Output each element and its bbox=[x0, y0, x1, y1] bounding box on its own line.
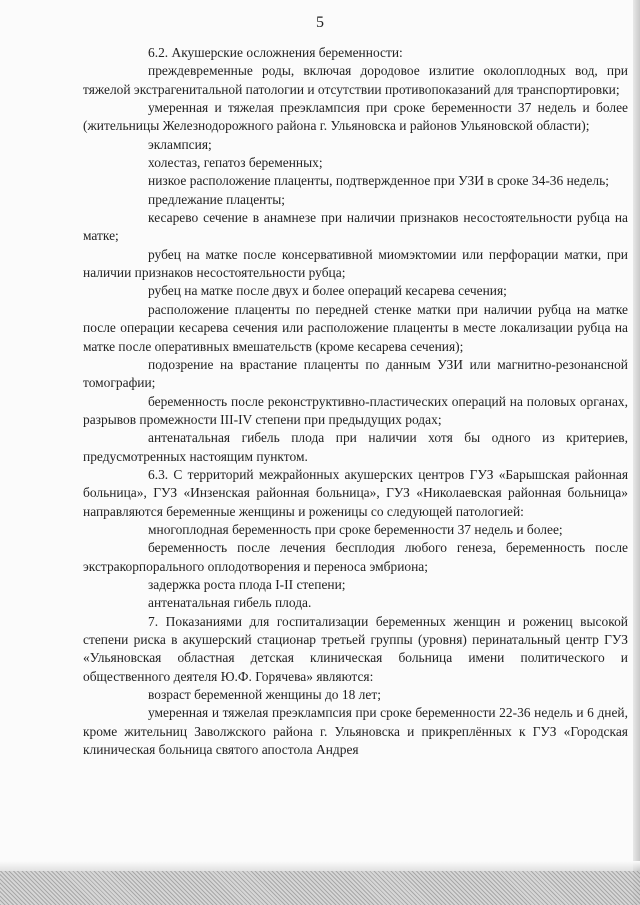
paragraph: беременность после лечения бесплодия любого генеза, беременность после экстракорпорального оплодотворения и переноса эмбриона; bbox=[83, 540, 628, 574]
paragraph: беременность после реконструктивно-пластических операций на половых органах, разрывов промежности III-IV степени при предыдущих родах; bbox=[83, 393, 628, 427]
paragraph: 6.2. Акушерские осложнения беременности: bbox=[148, 45, 403, 60]
paragraph: холестаз, гепатоз беременных; bbox=[148, 155, 323, 171]
paragraph: расположение плаценты по передней стенке матки при наличии рубца на матке после операции кесарева сечения или расположение плаценты в месте локализации рубца на матке после оперативных вмешательств (кроме кесарева сечения); bbox=[83, 301, 628, 354]
paragraph: преждевременные роды, включая дородовое излитие околоплодных вод, при тяжелой экстрагенитальной патологии и отсутствии противопоказаний для транспортировки; bbox=[83, 63, 628, 97]
paragraph: подозрение на врастание плаценты по данным УЗИ или магнитно-резонансной томографии; bbox=[83, 356, 628, 391]
scan-bottom-edge bbox=[0, 871, 640, 905]
scan-bottom-fade bbox=[0, 861, 640, 871]
paragraph: антенатальная гибель плода при наличии хотя бы одного из критериев, предусмотренных настоящим пунктом. bbox=[83, 430, 628, 464]
paragraph: 7. Показаниями для госпитализации беременных женщин и рожениц высокой степени риска в акушерский стационар третьей группы (уровня) перинатальный центр ГУЗ «Ульяновская областная детская клиническая больница имени политического и общественного деятеля Ю.Ф. Горячева» являются: bbox=[83, 613, 628, 684]
paragraph: умеренная и тяжелая преэклампсия при сроке беременности 22-36 недель и 6 дней, кроме жительниц Заволжского района г. Ульяновска и прикреплённых к ГУЗ «Городская клиническая больница святого апостола Андрея bbox=[83, 705, 628, 758]
document-body bbox=[83, 44, 628, 759]
paragraph: рубец на матке после консервативной миомэктомии или перфорации матки, при наличии признаков несостоятельности рубца; bbox=[83, 246, 628, 281]
scan-right-edge bbox=[633, 0, 640, 905]
paragraph: задержка роста плода I-II степени; bbox=[148, 576, 346, 592]
paragraph: возраст беременной женщины до 18 лет; bbox=[148, 687, 381, 703]
paragraph: 6.3. С территорий межрайонных акушерских центров ГУЗ «Барышская районная больница», ГУЗ «Инзенская районная больница», ГУЗ «Николаевская районная больница» направляются беременные женщины и роженицы со следующей патологией: bbox=[83, 466, 628, 519]
paragraph: кесарево сечение в анамнезе при наличии признаков несостоятельности рубца на матке; bbox=[83, 210, 628, 244]
page-number: 5 bbox=[316, 14, 324, 31]
paragraph: предлежание плаценты; bbox=[148, 191, 285, 207]
paragraph: низкое расположение плаценты, подтвержденное при УЗИ в сроке 34-36 недель; bbox=[148, 173, 609, 189]
paragraph: эклампсия; bbox=[148, 136, 212, 152]
paragraph: рубец на матке после двух и более операций кесарева сечения; bbox=[148, 283, 507, 299]
paragraph: умеренная и тяжелая преэклампсия при сроке беременности 37 недель и более (жительницы Железнодорожного района г. Ульяновска и районов Ульяновской области); bbox=[83, 100, 628, 134]
paragraph: многоплодная беременность при сроке беременности 37 недель и более; bbox=[148, 521, 563, 537]
paragraph: антенатальная гибель плода. bbox=[148, 595, 312, 611]
